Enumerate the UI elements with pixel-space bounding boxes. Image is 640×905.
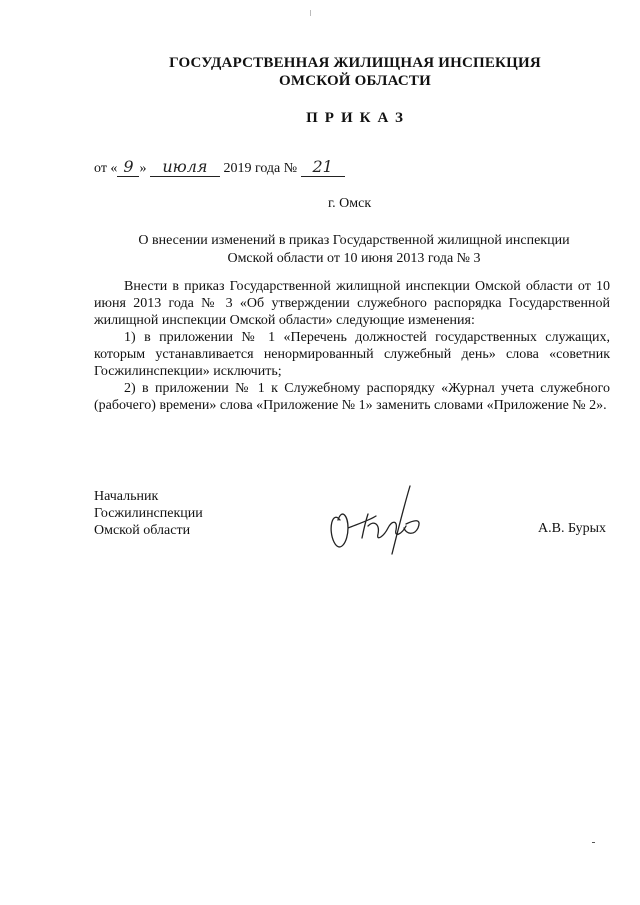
subject-line2: Омской области от 10 июня 2013 года № 3 [227,251,481,266]
date-prefix: от « [94,161,118,176]
body-intro-paragraph: Внести в приказ Государственной жилищной инспекции Омской области от 10 июня 2013 года № 3 «Об утверждении служебного распорядка Государственной жилищной инспекции Омской области» следующие изменения: [94,279,610,328]
body-item-2: 2) в приложении № 1 к Служебному распорядку «Журнал учета служебного (рабочего) времени» слова «Приложение № 1» заменить словами «Приложение № 2». [94,381,610,413]
handwritten-signature [318,480,428,560]
scan-mark [310,10,311,16]
date-number-line [94,157,345,177]
subject-line1: О внесении изменений в приказ Государственной жилищной инспекции [138,233,570,248]
organization-name-line2: ОМСКОЙ ОБЛАСТИ [278,73,432,89]
place-of-issue: г. Омск [328,196,372,211]
scan-mark [592,842,595,843]
date-close-quote: » [139,161,147,176]
signatory-position-line1: Начальник [94,489,159,504]
document-header [0,54,640,90]
handwritten-day: 9 [117,157,139,177]
number-sign: № [283,161,298,176]
year-text: 2019 года [223,161,281,176]
signatory-position-line2: Госжилинспекции [94,506,203,521]
signatory-title [94,488,203,539]
organization-name-line1: ГОСУДАРСТВЕННАЯ ЖИЛИЩНАЯ ИНСПЕКЦИЯ [169,55,541,71]
handwritten-month: июля [150,157,220,177]
order-body [94,278,610,414]
order-subject [94,232,614,268]
signatory-position-line3: Омской области [94,523,191,538]
body-item-1: 1) в приложении № 1 «Перечень должностей государственных служащих, которым устанавливается ненормированный служебный день» слова «советник Госжилинспекции» исключить; [94,330,610,379]
document-type-title: ПРИКАЗ [306,110,410,126]
signatory-name: А.В. Бурых [538,521,607,536]
handwritten-order-number: 21 [301,157,345,177]
